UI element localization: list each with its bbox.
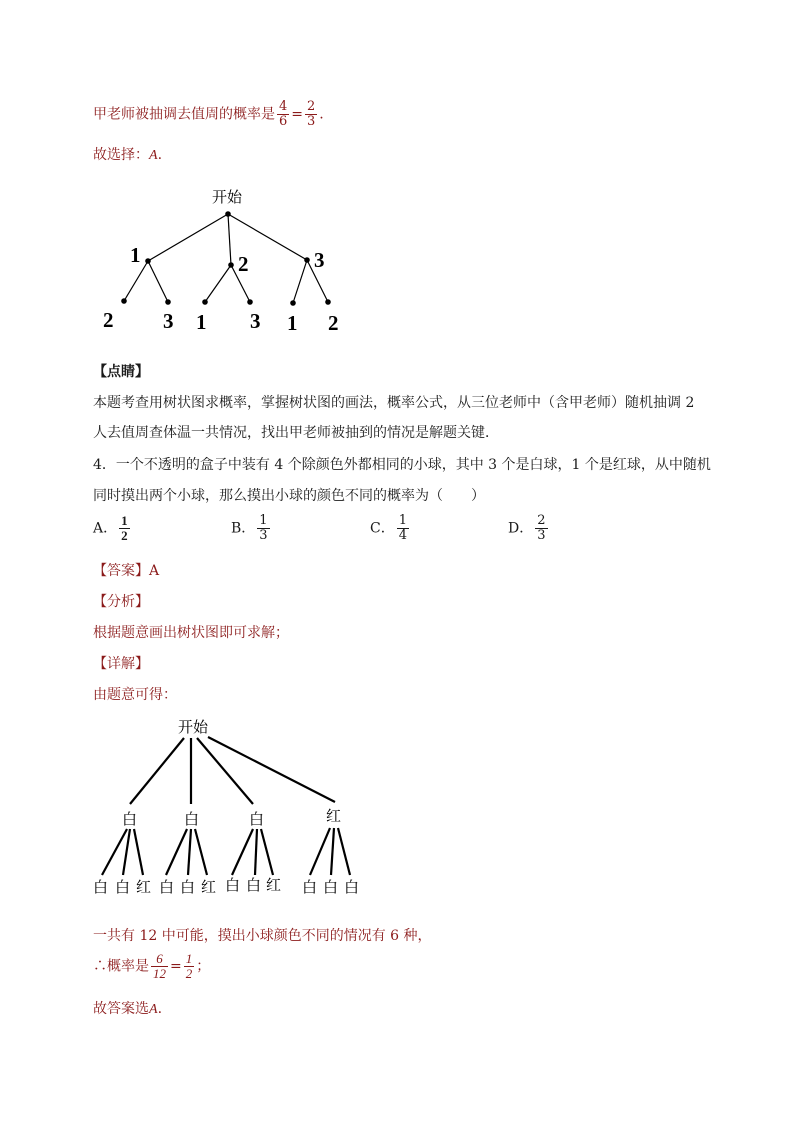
tree1-leaf: 3 bbox=[163, 309, 174, 333]
tree1-node-3: 3 bbox=[314, 248, 325, 272]
tree2-node-red: 红 bbox=[326, 807, 342, 825]
tree2-node-white: 白 bbox=[184, 810, 200, 828]
tree2-node-white: 白 bbox=[249, 810, 265, 828]
tree2-leaf: 白 bbox=[180, 878, 196, 896]
tree1-node-1: 1 bbox=[130, 243, 141, 267]
option-a: A． $\frac{1}{2}$ bbox=[93, 513, 128, 543]
fraction-1-2: $\frac{1}{2}$ bbox=[185, 951, 193, 981]
tree2-leaf: 红 bbox=[266, 876, 282, 894]
tree2-leaf: 白 bbox=[93, 878, 109, 896]
probability-statement: 甲老师被抽调去值周的概率是 $\frac{4}{6}$ = $\frac{2}{3}$ . bbox=[93, 99, 324, 129]
tree-diagram-teachers bbox=[95, 180, 365, 340]
tree2-leaf: 白 bbox=[225, 876, 241, 894]
tree2-leaf: 白 bbox=[302, 878, 318, 896]
question-4-stem-1: 4．一个不透明的盒子中装有 4 个除颜色外都相同的小球，其中 3 个是白球，1 个是红球，从中随机 bbox=[93, 457, 711, 473]
tree-diagram-balls bbox=[90, 712, 380, 902]
analysis-text: 根据题意画出树状图即可求解； bbox=[93, 625, 289, 641]
detail-intro: 由题意可得： bbox=[93, 687, 177, 703]
comment-line-1: 本题考查用树状图求概率，掌握树状图的画法，概率公式，从三位老师中（含甲老师）随机抽调 2 bbox=[93, 395, 695, 411]
conclusion-text: 一共有 12 中可能，摸出小球颜色不同的情况有 6 种， bbox=[93, 928, 432, 944]
question-4-stem-2: 同时摸出两个小球，那么摸出小球的颜色不同的概率为（ ） bbox=[93, 488, 485, 504]
fraction-6-12: $\frac{6}{12}$ bbox=[153, 951, 166, 981]
option-d-fraction: $\frac{2}{3}$ bbox=[537, 513, 546, 543]
answer-label: 【答案】A bbox=[93, 563, 160, 579]
tree2-leaf: 白 bbox=[344, 878, 360, 896]
tree1-leaf: 2 bbox=[103, 308, 114, 332]
tree1-root-label: 开始 bbox=[212, 188, 243, 206]
tree2-node-white: 白 bbox=[122, 810, 138, 828]
option-c-fraction: $\frac{1}{4}$ bbox=[398, 513, 407, 543]
tree2-root-label: 开始 bbox=[178, 718, 209, 736]
option-d: D． $\frac{2}{3}$ bbox=[508, 513, 546, 543]
option-a-fraction: $\frac{1}{2}$ bbox=[121, 513, 128, 543]
fraction-2-3: $\frac{2}{3}$ bbox=[307, 99, 316, 129]
detail-header: 【详解】 bbox=[93, 656, 149, 672]
final-answer-line: 故答案选A. bbox=[93, 1001, 163, 1017]
analysis-header: 【分析】 bbox=[93, 594, 149, 610]
tree2-leaf: 白 bbox=[115, 878, 131, 896]
tree2-leaf: 白 bbox=[159, 878, 175, 896]
comment-line-2: 人去值周查体温一共情况，找出甲老师被抽到的情况是解题关键． bbox=[93, 425, 499, 441]
answer-choice-line: 故选择：A. bbox=[93, 147, 163, 163]
tree1-leaf: 2 bbox=[328, 311, 339, 335]
option-b-fraction: $\frac{1}{3}$ bbox=[259, 513, 268, 543]
tree2-leaf: 白 bbox=[246, 876, 262, 894]
option-c: C． $\frac{1}{4}$ bbox=[370, 513, 407, 543]
tree1-node-2: 2 bbox=[238, 252, 249, 276]
tree2-leaf: 红 bbox=[136, 878, 152, 896]
tree2-leaf: 红 bbox=[201, 878, 217, 896]
tree1-leaf: 1 bbox=[287, 311, 298, 335]
fraction-4-6: $\frac{4}{6}$ bbox=[279, 99, 288, 129]
tree1-leaf: 1 bbox=[196, 310, 207, 334]
tree1-leaf: 3 bbox=[250, 309, 261, 333]
option-b: B． $\frac{1}{3}$ bbox=[231, 513, 268, 543]
tree2-leaf: 白 bbox=[323, 878, 339, 896]
comment-header: 【点睛】 bbox=[93, 364, 149, 380]
probability-result: ∴概率是 $\frac{6}{12}$ = $\frac{1}{2}$ ； bbox=[93, 951, 211, 981]
